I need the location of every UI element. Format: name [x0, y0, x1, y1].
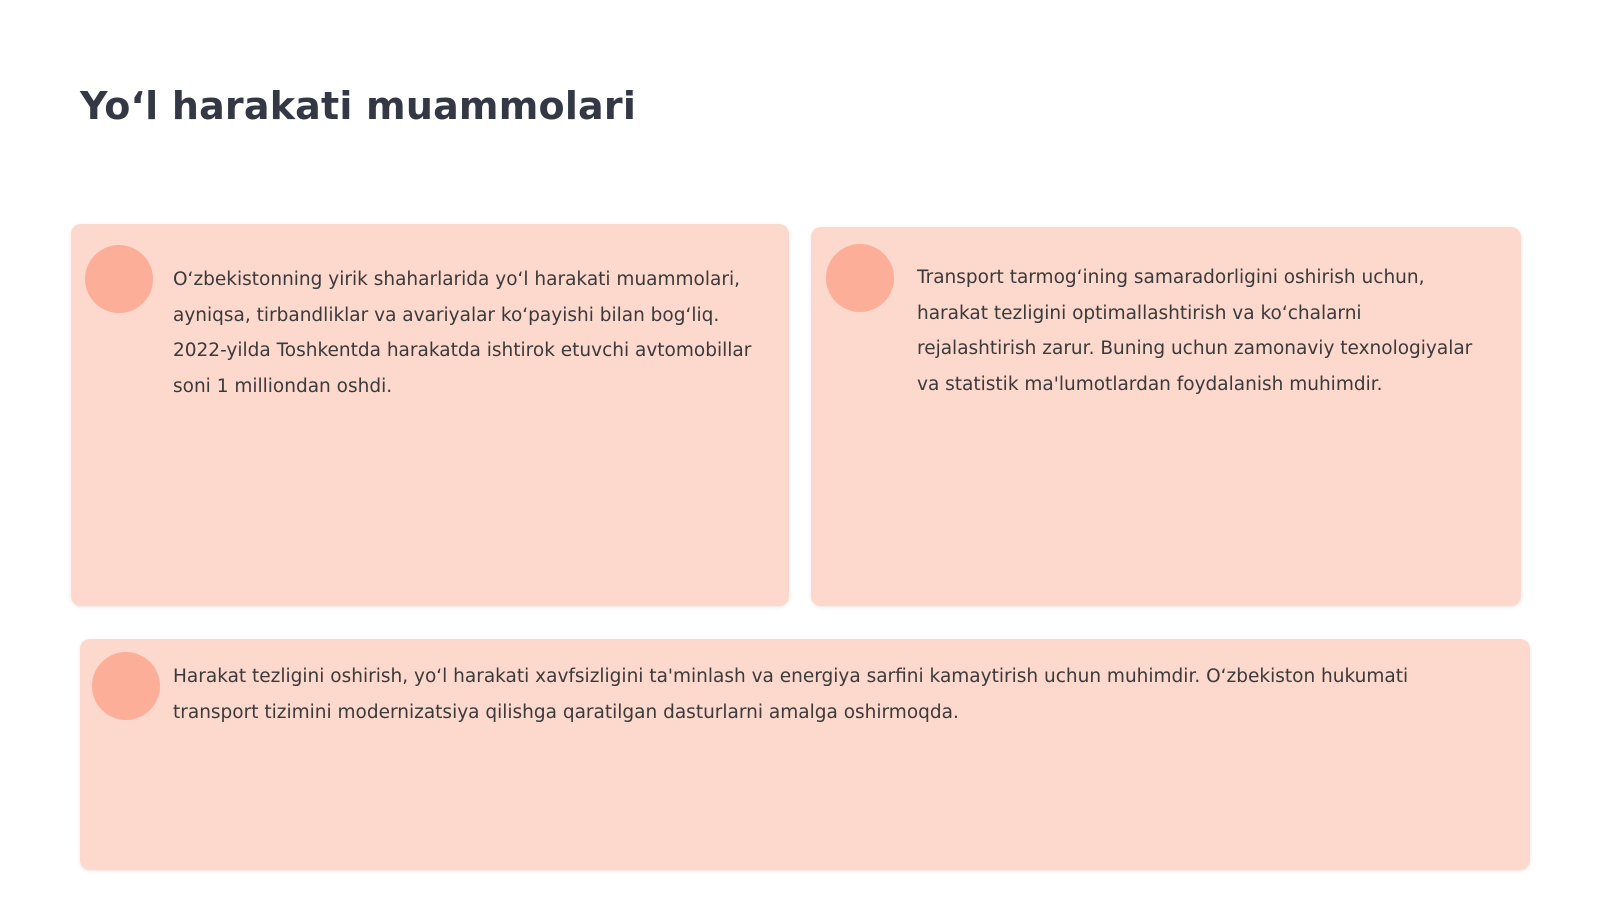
card-marker-circle — [92, 652, 160, 720]
card-text-1: O‘zbekistonning yirik shaharlarida yo‘l harakati muammolari, ayniqsa, tirbandliklar va avariyalar ko‘payishi bilan bog‘liq. 2022-yilda Toshkentda harakatda ishtirok etuvchi avtomobillar soni 1 milliondan oshdi. — [173, 269, 752, 397]
info-card-2 — [811, 227, 1521, 606]
slide-title: Yo‘l harakati muammolari — [80, 84, 637, 128]
card-text-2: Transport tarmog‘ining samaradorligini oshirish uchun, harakat tezligini optimallashtirish va ko‘chalarni rejalashtirish zarur. Buning uchun zamonaviy texnologiyalar va statistik ma'lumotlardan foydalanish muhimdir. — [917, 267, 1473, 395]
info-card-1 — [71, 224, 789, 606]
card-marker-circle — [85, 245, 153, 313]
info-card-3 — [80, 639, 1530, 870]
card-marker-circle — [826, 244, 894, 312]
card-text-3: Harakat tezligini oshirish, yo‘l harakati xavfsizligini ta'minlash va energiya sarfini kamaytirish uchun muhimdir. O‘zbekiston hukumati transport tizimini modernizatsiya qilishga qaratilgan dasturlarni amalga oshirmoqda. — [173, 666, 1409, 723]
